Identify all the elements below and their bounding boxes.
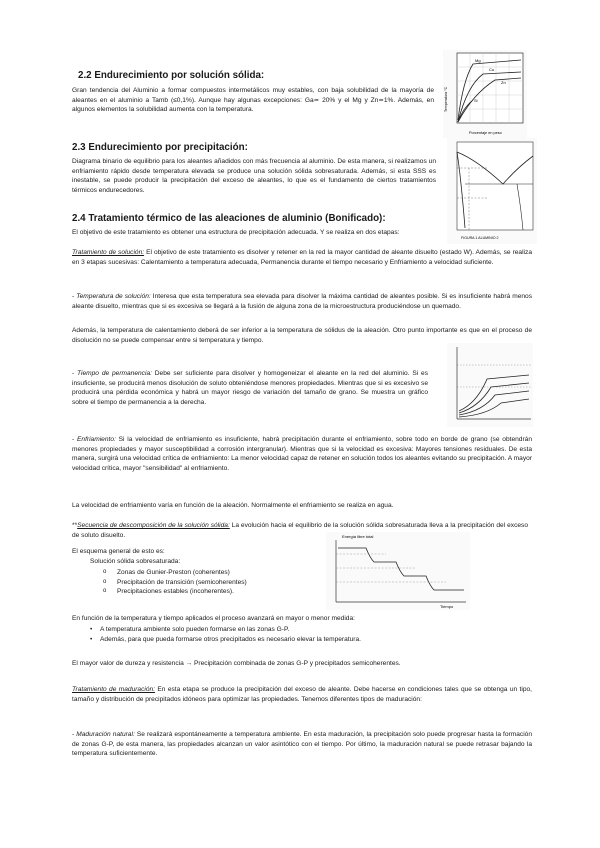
solucion-text: El objetivo de este tratamiento es disolver y retener en la red la mayor cantidad de aleante disuelto (estado W). Además, se realiza en 3 etapas sucesivas: Calentamiento a temperatura adecuada, Permanencia durante el tiempo necesario y Enfriamiento a velocidad suficiente. — [72, 249, 532, 266]
perm-text: Debe ser suficiente para disolver y homogeneizar el aleante en la red del aluminio. Si es insuficiente, se producirá menos disolución de soluto obteniéndose menores propiedades. Mientras que si es excesivo se producirá una pérdida económica y habrá un mayor riesgo de variación del tamaño de grano. Se muestra un gráfico sobre el tiempo de permanencia a la derecha. — [72, 370, 428, 407]
madur-label: Tratamiento de maduración: — [72, 686, 156, 693]
stage-item: o Zonas de Gunier-Preston (coherentes) — [103, 568, 323, 578]
stage-item: o Precipitación de transición (semicoherentes) — [103, 578, 323, 588]
solubility-figure — [443, 50, 527, 138]
temp-label: Temperatura de solución: — [76, 293, 151, 300]
tratamiento-solucion — [72, 248, 532, 267]
stage-item: o Precipitaciones estables (incoherentes). — [103, 587, 323, 597]
series-label: Si — [474, 98, 478, 103]
tratamiento-maduracion — [72, 685, 532, 704]
solucion-label: Tratamiento de solución: — [72, 249, 145, 256]
section-2-2-body: Gran tendencia del Aluminio a formar compuestos intermetálicos muy estables, con baja solubilidad de la mayoría de aleantes en el aluminio a Tamb (≤0,1%). Aunque hay algunas excepciones: Ga≃ 20% y el Mg y Zn≃1%. Además, en algunos elementos la solubilidad aumenta con la temperatura. — [72, 87, 434, 114]
section-2-4-intro: El objetivo de este tratamiento es obtener una estructura de precipitación adecuada. Y se realiza en dos etapas: — [72, 229, 400, 236]
maduracion-natural: - Maduración natural: Se realizará espontáneamente a temperatura ambiente. En esta maduración, la precipitación solo puede progresar hasta la formación de zonas G-P, de esta manera, las propiedades alcanzan un valor asintótico con el tiempo. Por último, la maduración natural se puede retrasar bajando la temperatura suficientemente. — [72, 731, 533, 758]
tiempo-permanencia: - Tiempo de permanencia: Debe ser suficiente para disolver y homogeneizar el aleante en la red del aluminio. Si es insuficiente, se producirá menos disolución de soluto obteniéndose menores propiedades. Mientras que si es excesivo se producirá una pérdida económica y habrá un mayor riesgo de variación del tamaño de grano. Se muestra un gráfico sobre el tiempo de permanencia a la derecha. — [72, 370, 428, 407]
energy-title: Energía libre total — [342, 534, 374, 539]
perm-label: Tiempo de permanencia: — [77, 370, 152, 377]
enfr-label: Enfriamiento: — [77, 436, 116, 443]
sec-prefix: ** — [72, 522, 78, 529]
enfr-text: Si la velocidad de enfriamiento es insuficiente, habrá precipitación durante el enfriamiento, sobre todo en borde de grano (se obtendrán menores propiedades y mayor susceptibilidad a corrosión intergranular). Mientras que si la velocidad es excesiva: Mayores tensiones residuales. De esta manera, surgirá una velocidad crítica de enfriamiento: La menor velocidad capaz de retener en solución todos los aleantes evitando su precipitación. A mayor velocidad crítica, mayor "sensibilidad" al enfriamiento. — [72, 436, 533, 473]
energy-chart — [326, 532, 470, 610]
energy-figure — [326, 532, 470, 610]
enfriamiento: - Enfriamiento: Si la velocidad de enfriamiento es insuficiente, habrá precipitación durante el enfriamiento, sobre todo en borde de grano (se obtendrán menores propiedades y mayor susceptibilidad a corrosión intergranular). Mientras que si la velocidad es excesiva: Mayores tensiones residuales. De esta manera, surgirá una velocidad crítica de enfriamiento: La menor velocidad capaz de retener en solución todos los aleantes evitando su precipitación. A mayor velocidad crítica, mayor "sensibilidad" al enfriamiento. — [72, 436, 533, 473]
velocidad-paragraph: La velocidad de enfriamiento varía en función de la aleación. Normalmente el enfriamiento se realiza en agua. — [72, 502, 394, 509]
series-label: Cu — [489, 67, 495, 72]
section-2-2-title: 2.2 Endurecimiento por solución sólida: — [78, 70, 265, 81]
phase-caption: FIGURA 1 ALUMINIO 2 — [461, 236, 499, 240]
funcion-item: • A temperatura ambiente solo pueden formarse en las zonas G-P. — [86, 625, 526, 635]
permanence-figure — [447, 343, 533, 427]
calentamiento-paragraph: Además, la temperatura de calentamiento deberá de ser inferior a la temperatura de sólidus de la aleación. Otro punto importante es que en el proceso de disolución no se puede compensar entre si temperatura y tiempo. — [72, 327, 532, 344]
funcion-item: • Además, para que pueda formarse otros precipitados es necesario elevar la temperatura. — [86, 635, 526, 645]
natural-label: Maduración natural: — [76, 731, 135, 738]
esquema-text: El esquema general de esto es: — [72, 548, 165, 555]
solubility-chart — [443, 50, 527, 138]
phase-diagram-figure — [447, 138, 537, 244]
sec-text: La evolución hacia el equilibrio de la solución sólida sobresaturada lleva a la precipitación del exceso de soluto disuelto. — [72, 522, 528, 539]
madur-text: En esta etapa se produce la precipitación del exceso de aleante. Debe hacerse en condiciones tales que se obtenga un tipo, tamaño y distribución de precipitados idóneos para optimizar las propiedades. Tenemos diferentes tipos de maduración: — [72, 686, 532, 703]
temperatura-solucion: - Temperatura de solución: Interesa que esta temperatura sea elevada para disolver la máxima cantidad de aleantes posible. Si es insuficiente habrá menos aleante disuelto, mientras que si es excesiva se llegará a la fusión de alguna zona de la microestructura produciéndose un quemado. — [72, 293, 533, 310]
section-2-3-body: Diagrama binario de equilibrio para los aleantes añadidos con más frecuencia al aluminio. De esta manera, si realizamos un enfriamiento rápido desde temperatura elevada se produce una solución sólida sobresaturada. Además, si esta SSS es inestable, se puede producir la precipitación del exceso de aleantes, lo que es el fundamento de ciertos tratamientos térmicos endurecedores. — [72, 158, 436, 195]
funcion-temperatura: En función de la temperatura y tiempo aplicados el proceso avanzará en mayor o menor medida: — [72, 615, 355, 622]
temp-text: Interesa que esta temperatura sea elevada para disolver la máxima cantidad de aleantes posible. Si es insuficiente habrá menos aleante disuelto, mientras que si es excesiva se llegará a la fusión de alguna zona de la microestructura produciéndose un quemado. — [72, 293, 533, 310]
stages-list — [103, 568, 323, 597]
section-2-3-title: 2.3 Endurecimiento por precipitación: — [72, 142, 248, 153]
series-label: Zn — [501, 80, 506, 85]
series-label: Mg — [475, 58, 481, 63]
energy-x-label: Tiempo — [440, 604, 454, 609]
section-2-4-title: 2.4 Tratamiento térmico de las aleaciones de aluminio (Bonificado): — [72, 213, 386, 224]
phase-diagram — [447, 138, 537, 244]
y-axis-label: Temperatura °C — [444, 86, 448, 112]
funcion-list — [86, 625, 526, 644]
permanence-chart — [447, 343, 533, 427]
dureza-paragraph: El mayor valor de dureza y resistencia → Precipitación combinada de zonas G-P y precipitados semicoherentes. — [72, 660, 401, 667]
x-axis-label: Porcentaje en peso — [469, 131, 502, 135]
natural-text: Se realizará espontáneamente a temperatura ambiente. En esta maduración, la precipitación solo puede progresar hasta la formación de zonas G-P, de esta manera, las propiedades alcanzan un valor asintótico con el tiempo. Por último, la maduración natural se puede retrasar bajando la temperatura suficientemente. — [72, 731, 533, 758]
sss-label: Solución sólida sobresaturada: — [90, 558, 181, 565]
sec-label: Secuencia de descomposición de la solución sólida: — [77, 522, 230, 529]
